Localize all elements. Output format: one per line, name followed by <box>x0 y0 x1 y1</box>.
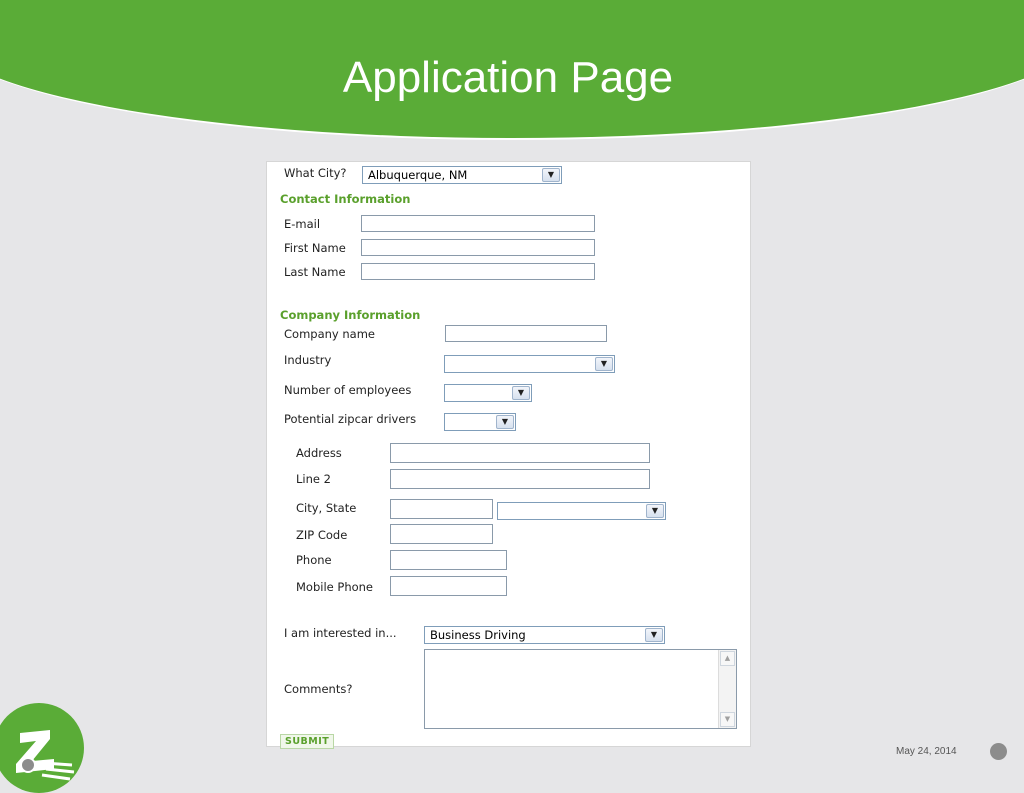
city-label: What City? <box>284 166 347 180</box>
last-name-label: Last Name <box>284 265 346 279</box>
company-name-label: Company name <box>284 327 375 341</box>
chevron-down-icon[interactable]: ▼ <box>512 386 530 400</box>
chevron-down-icon[interactable]: ▼ <box>646 504 664 518</box>
comments-scrollbar[interactable] <box>718 650 736 728</box>
city-state-label: City, State <box>296 501 357 515</box>
employees-select[interactable] <box>444 384 532 402</box>
mobile-label: Mobile Phone <box>296 580 374 594</box>
email-label: E-mail <box>284 217 321 231</box>
company-section-heading: Company Information <box>280 308 421 322</box>
application-form <box>266 161 751 747</box>
interest-label: I am interested in... <box>284 626 397 640</box>
scroll-up-icon[interactable]: ▲ <box>720 651 735 666</box>
zip-label: ZIP Code <box>296 528 348 542</box>
interest-select-value: Business Driving <box>430 628 526 642</box>
city-select-value: Albuquerque, NM <box>368 168 468 182</box>
phone-field[interactable] <box>390 550 507 570</box>
email-field[interactable] <box>361 215 595 232</box>
chevron-down-icon[interactable]: ▼ <box>496 415 514 429</box>
city-select[interactable] <box>362 166 562 184</box>
address-field[interactable] <box>390 443 650 463</box>
drivers-select[interactable] <box>444 413 516 431</box>
industry-label: Industry <box>284 353 332 367</box>
zipcar-logo <box>0 703 84 793</box>
industry-select[interactable] <box>444 355 615 373</box>
mobile-field[interactable] <box>390 576 507 596</box>
address-label: Address <box>296 446 342 460</box>
employees-label: Number of employees <box>284 383 412 397</box>
circle-icon <box>990 743 1007 760</box>
phone-label: Phone <box>296 553 332 567</box>
first-name-field[interactable] <box>361 239 595 256</box>
city-field[interactable] <box>390 499 493 519</box>
scroll-down-icon[interactable]: ▼ <box>720 712 735 727</box>
comments-textarea[interactable] <box>424 649 737 729</box>
first-name-label: First Name <box>284 241 346 255</box>
line2-label: Line 2 <box>296 472 331 486</box>
chevron-down-icon[interactable]: ▼ <box>645 628 663 642</box>
chevron-down-icon[interactable]: ▼ <box>595 357 613 371</box>
company-name-field[interactable] <box>445 325 607 342</box>
line2-field[interactable] <box>390 469 650 489</box>
zip-field[interactable] <box>390 524 493 544</box>
page-title: Application Page <box>342 53 674 102</box>
state-select[interactable] <box>497 502 666 520</box>
slide-date: May 24, 2014 <box>896 746 957 757</box>
comments-label: Comments? <box>284 682 353 696</box>
submit-button[interactable]: SUBMIT <box>280 734 334 749</box>
drivers-label: Potential zipcar drivers <box>284 412 417 426</box>
contact-section-heading: Contact Information <box>280 192 411 206</box>
interest-select[interactable] <box>424 626 665 644</box>
zipcar-logo-mark <box>0 703 84 793</box>
last-name-field[interactable] <box>361 263 595 280</box>
chevron-down-icon[interactable]: ▼ <box>542 168 560 182</box>
